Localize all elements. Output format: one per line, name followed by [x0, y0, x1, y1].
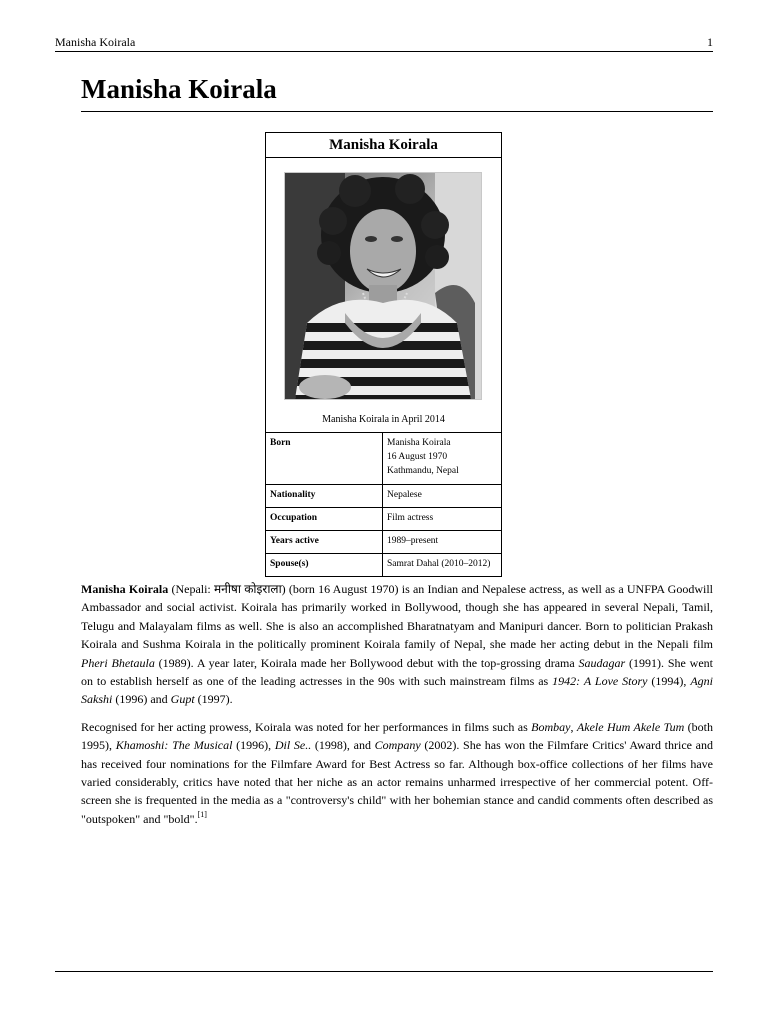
article-body — [81, 580, 713, 837]
page-number: 1 — [707, 35, 713, 49]
infobox-row-spouse — [266, 553, 501, 576]
footer-divider — [55, 971, 713, 972]
running-header-title: Manisha Koirala — [55, 35, 136, 49]
film-title: Company — [374, 738, 421, 753]
infobox-value: Samrat Dahal (2010–2012) — [387, 559, 491, 569]
paragraph-text: (1996) and — [112, 692, 171, 707]
infobox-label: Born — [266, 433, 383, 484]
paragraph-text: (2002). She has won the Filmfare Critics' Award thrice and has received four nominations for the Filmfare Award for Best Actress so far. Although box-office collections of her films have varied considerably, critics have noted that her niche as an actor remains unharmed irrespective of her commercial potent. Off-screen she is frequented in the media as a "controversy's child" with her bohemian stance and candid comments often described as "outspoken" and "bold". — [81, 738, 713, 826]
film-title: Khamoshi: The Musical — [115, 738, 233, 753]
paragraph-intro — [81, 580, 713, 709]
infobox-value: Nepalese — [387, 490, 422, 500]
film-title: Gupt — [170, 692, 195, 707]
paragraph-text: Recognised for her acting prowess, Koirala was noted for her performances in films such as — [81, 719, 532, 734]
paragraph-text: (1994), — [647, 674, 691, 689]
paragraph-text: (both 1995), — [81, 719, 713, 753]
film-title: Pheri Bhetaula — [81, 655, 155, 670]
infobox-image-caption: Manisha Koirala in April 2014 — [322, 414, 445, 425]
born-name: Manisha Koirala — [387, 438, 451, 448]
born-place: Kathmandu, Nepal — [387, 466, 459, 476]
film-title: 1942: A Love Story — [552, 674, 648, 689]
portrait-photo — [284, 172, 482, 400]
paragraph-text: (1996), — [232, 738, 275, 753]
infobox-value — [383, 433, 501, 484]
infobox-label: Nationality — [266, 485, 383, 507]
infobox-label: Occupation — [266, 508, 383, 530]
film-title: Saudagar — [578, 655, 626, 670]
paragraph-career — [81, 718, 713, 828]
subject-name: Manisha Koirala — [81, 582, 169, 596]
infobox — [265, 132, 502, 577]
infobox-label: Years active — [266, 531, 383, 553]
infobox-image-area — [266, 158, 501, 432]
paragraph-text: (1989). A year later, Koirala made her Bollywood debut with the top-grossing drama — [154, 655, 579, 670]
paragraph-text: (Nepali: मनीषा कोइराला) (born 16 August 1970) is an Indian and Nepalese actress, as well as a UNFPA Goodwill Ambassador and social activist. Koirala has primarily worked in Bollywood, though she has appeared in several Nepali, Tamil, Telugu and Malayalam films as well. She is also an accomplished Bharatnatyam and Manipuri dancer. Born to politician Prakash Koirala and Sushma Koirala in the politically prominent Koirala family of Nepal, she made her acting debut in the Nepali film — [81, 582, 713, 652]
paragraph-text: (1997). — [194, 692, 233, 707]
infobox-row-occupation — [266, 507, 501, 530]
film-title: Bombay — [531, 719, 571, 734]
infobox-title: Manisha Koirala — [266, 133, 501, 158]
infobox-value: Film actress — [387, 513, 434, 523]
page-title: Manisha Koirala — [81, 74, 277, 104]
title-divider — [81, 111, 713, 112]
infobox-row-born — [266, 432, 501, 484]
film-title: Akele Hum Akele Tum — [576, 719, 685, 734]
paragraph-text: (1998), and — [311, 738, 375, 753]
infobox-label: Spouse(s) — [266, 554, 383, 576]
running-header — [55, 33, 713, 52]
paragraph-text: (1991). She went on to establish herself as one of the leading actresses in the 90s with such mainstream films as — [81, 655, 714, 689]
born-date: 16 August 1970 — [387, 452, 448, 462]
film-title: Agni Sakshi — [81, 674, 713, 707]
paragraph-text: , — [570, 719, 577, 734]
reference-link[interactable]: [1] — [197, 809, 207, 819]
portrait-photo-graphic — [285, 173, 481, 399]
infobox-row-years-active — [266, 530, 501, 553]
infobox-row-nationality — [266, 484, 501, 507]
film-title: Dil Se.. — [274, 738, 312, 753]
infobox-value: 1989–present — [387, 536, 439, 546]
